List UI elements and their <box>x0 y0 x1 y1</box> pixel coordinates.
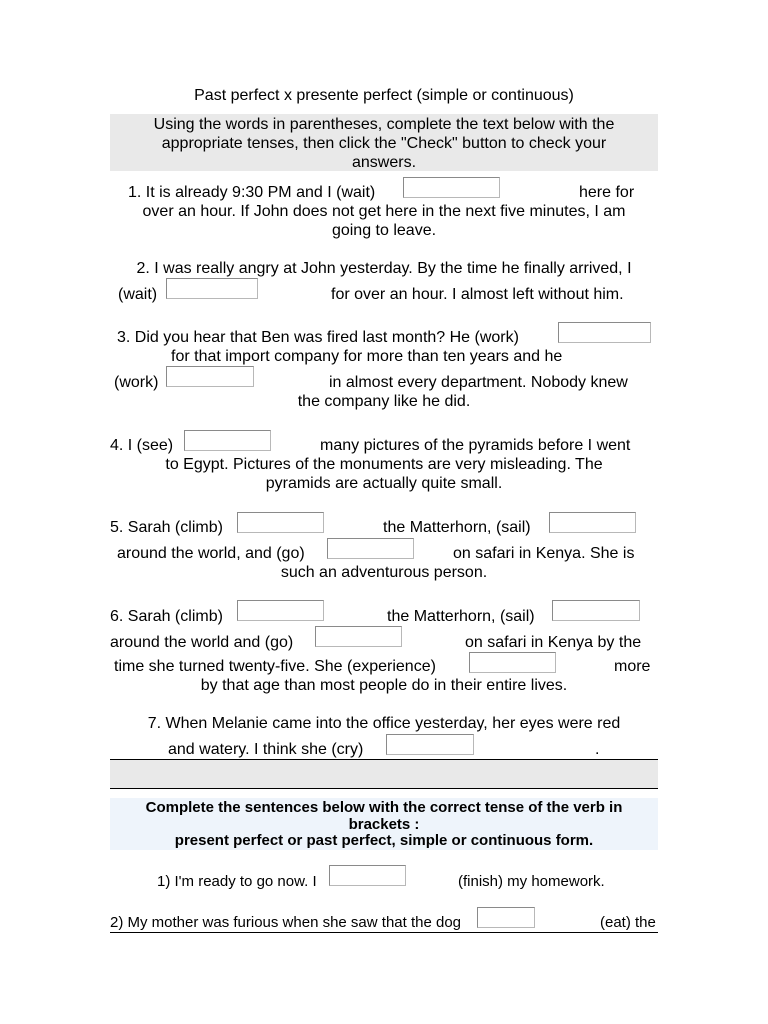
q6-answer-input-2[interactable] <box>552 600 640 621</box>
q5-line-3: such an adventurous person. <box>280 564 488 581</box>
q4-answer-input[interactable] <box>184 430 271 451</box>
q5-answer-input-3[interactable] <box>327 538 414 559</box>
q6-answer-input-4[interactable] <box>469 652 556 673</box>
q6-text-a: 6. Sarah (climb) <box>110 608 223 625</box>
q3-text-c: in almost every department. Nobody knew <box>329 374 628 391</box>
q1-answer-input[interactable] <box>403 177 500 198</box>
q4-line-2: to Egypt. Pictures of the monuments are very misleading. The <box>165 456 603 473</box>
s1-answer-input[interactable] <box>329 865 406 886</box>
instructions-line-1: Using the words in parentheses, complete the text below with the <box>153 116 615 133</box>
s1-text-a: 1) I'm ready to go now. I <box>157 873 317 890</box>
q6-text-b: the Matterhorn, (sail) <box>387 608 535 625</box>
s2-answer-input[interactable] <box>477 907 535 928</box>
q6-text-c: around the world and (go) <box>110 634 294 651</box>
q2-answer-input[interactable] <box>166 278 258 299</box>
q5-text-a: 5. Sarah (climb) <box>110 519 223 536</box>
q3-line-2: for that import company for more than ten years and he <box>171 348 563 365</box>
q6-line-4: by that age than most people do in their entire lives. <box>200 677 568 694</box>
s1-text-b: (finish) my homework. <box>458 873 605 890</box>
q5-text-d: on safari in Kenya. She is <box>453 545 635 562</box>
section-divider-bottom <box>110 788 658 789</box>
s2-text-a: 2) My mother was furious when she saw that the dog <box>110 914 462 931</box>
instructions-line-2: appropriate tenses, then click the "Check" button to check your <box>161 135 607 152</box>
page-title: Past perfect x presente perfect (simple or continuous) <box>194 87 574 104</box>
q1-text-b: here for <box>579 184 635 201</box>
q5-text-b: the Matterhorn, (sail) <box>383 519 531 536</box>
q5-answer-input-1[interactable] <box>237 512 324 533</box>
q5-answer-input-2[interactable] <box>549 512 636 533</box>
q6-answer-input-1[interactable] <box>237 600 324 621</box>
q7-line-1: 7. When Melanie came into the office yesterday, her eyes were red <box>147 715 621 732</box>
section2-heading-line-1: Complete the sentences below with the correct tense of the verb in <box>145 799 623 816</box>
q4-line-3: pyramids are actually quite small. <box>265 475 503 492</box>
q1-line-3: going to leave. <box>331 222 437 239</box>
q3-text-a: 3. Did you hear that Ben was fired last month? He (work) <box>117 329 519 346</box>
section2-heading-line-3: present perfect or past perfect, simple or continuous form. <box>174 832 594 849</box>
instructions-line-3: answers. <box>351 154 417 171</box>
page-bottom-rule <box>110 932 658 933</box>
q2-line-1: 2. I was really angry at John yesterday. By the time he finally arrived, I <box>136 260 632 277</box>
q3-answer-input-1[interactable] <box>558 322 651 343</box>
q4-text-b: many pictures of the pyramids before I went <box>320 437 631 454</box>
q7-text-b: . <box>595 741 600 758</box>
q3-line-4: the company like he did. <box>297 393 471 410</box>
q5-text-c: around the world, and (go) <box>117 545 305 562</box>
q6-text-e: time she turned twenty-five. She (experience) <box>114 658 436 675</box>
q2-text-a: (wait) <box>118 286 158 303</box>
q1-text-a: 1. It is already 9:30 PM and I (wait) <box>128 184 376 201</box>
q7-answer-input[interactable] <box>386 734 474 755</box>
q2-text-b: for over an hour. I almost left without him. <box>331 286 624 303</box>
q3-text-b: (work) <box>114 374 159 391</box>
q3-answer-input-2[interactable] <box>166 366 254 387</box>
q1-line-2: over an hour. If John does not get here in the next five minutes, I am <box>142 203 626 220</box>
q4-text-a: 4. I (see) <box>110 437 174 454</box>
section2-heading-line-2: brackets : <box>348 816 420 833</box>
section-divider-band <box>110 760 658 788</box>
q6-text-f: more <box>614 658 651 675</box>
q7-text-a: and watery. I think she (cry) <box>168 741 364 758</box>
q6-text-d: on safari in Kenya by the <box>465 634 642 651</box>
s2-text-b: (eat) the <box>600 914 656 931</box>
q6-answer-input-3[interactable] <box>315 626 402 647</box>
